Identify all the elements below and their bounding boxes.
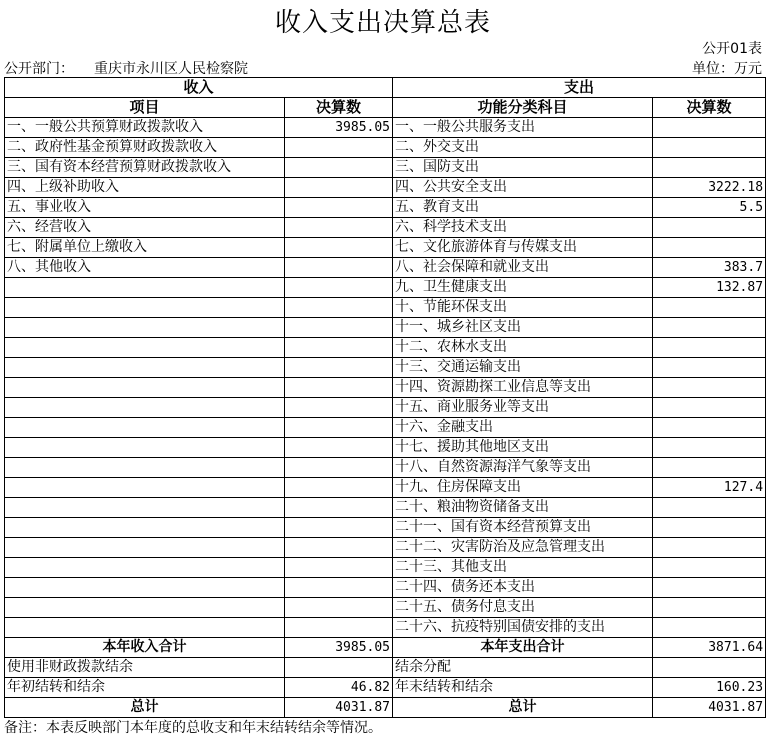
income-item: 二、政府性基金预算财政拨款收入 [5,138,285,158]
expense-item: 二十三、其他支出 [393,558,653,578]
income-header: 收入 [5,78,393,98]
income-item [5,358,285,378]
expense-value [653,418,766,438]
item-header: 项目 [5,98,285,118]
table-row [5,538,766,558]
income-value [285,278,393,298]
income-value [285,438,393,458]
expense-item: 二十一、国有资本经营预算支出 [393,518,653,538]
table-row [5,498,766,518]
table-row [5,338,766,358]
end-value: 160.23 [653,678,766,698]
income-item [5,578,285,598]
income-value [285,258,393,278]
expense-item: 十九、住房保障支出 [393,478,653,498]
income-value [285,538,393,558]
income-value [285,198,393,218]
table-row [5,278,766,298]
income-value [285,158,393,178]
income-item [5,398,285,418]
income-value [285,598,393,618]
expense-item: 五、教育支出 [393,198,653,218]
func-header: 功能分类科目 [393,98,653,118]
income-value [285,458,393,478]
income-item [5,518,285,538]
income-value [285,358,393,378]
department-name: 重庆市永川区人民检察院 [94,61,248,77]
expense-value [653,498,766,518]
table-row [5,598,766,618]
surplus-dist-label: 结余分配 [393,658,653,678]
total-expense-label: 总计 [393,698,653,718]
income-item [5,478,285,498]
expense-value [653,618,766,638]
income-item [5,538,285,558]
year-expense-value: 3871.64 [653,638,766,658]
department-label: 公开部门： [4,61,74,77]
income-item [5,338,285,358]
expense-value [653,518,766,538]
income-value [285,478,393,498]
expense-value [653,298,766,318]
expense-value: 132.87 [653,278,766,298]
income-item [5,438,285,458]
amount-header-2: 决算数 [653,98,766,118]
nonfiscal-value [285,658,393,678]
expense-value [653,398,766,418]
surplus-dist-value [653,658,766,678]
expense-value [653,318,766,338]
expense-item: 九、卫生健康支出 [393,278,653,298]
income-item [5,318,285,338]
column-header-row [5,98,766,118]
table-row [5,398,766,418]
total-income-label: 总计 [5,698,285,718]
carryover-row [5,678,766,698]
income-item: 七、附属单位上缴收入 [5,238,285,258]
income-value [285,178,393,198]
expense-value [653,138,766,158]
table-row [5,298,766,318]
footnote: 备注：本表反映部门本年度的总收支和年末结转结余等情况。 [4,720,382,736]
year-total-row [5,638,766,658]
expense-value: 3222.18 [653,178,766,198]
nonfiscal-row [5,658,766,678]
table-row [5,178,766,198]
amount-header: 决算数 [285,98,393,118]
income-item [5,458,285,478]
expense-value [653,358,766,378]
budget-table [4,77,766,718]
expense-item: 二十六、抗疫特别国债安排的支出 [393,618,653,638]
income-item: 一、一般公共预算财政拨款收入 [5,118,285,138]
table-row [5,418,766,438]
expense-item: 七、文化旅游体育与传媒支出 [393,238,653,258]
expense-value: 383.7 [653,258,766,278]
expense-item: 十七、援助其他地区支出 [393,438,653,458]
table-row [5,318,766,338]
grand-total-row [5,698,766,718]
income-item [5,298,285,318]
income-value [285,618,393,638]
section-header-row [5,78,766,98]
expense-item: 二十二、灾害防治及应急管理支出 [393,538,653,558]
income-value [285,518,393,538]
expense-item: 十八、自然资源海洋气象等支出 [393,458,653,478]
income-value [285,338,393,358]
income-item: 八、其他收入 [5,258,285,278]
expense-header: 支出 [393,78,766,98]
income-value [285,578,393,598]
department-line [4,58,248,78]
table-row [5,358,766,378]
expense-value [653,438,766,458]
table-row [5,558,766,578]
table-row [5,458,766,478]
expense-value [653,578,766,598]
income-item: 四、上级补助收入 [5,178,285,198]
income-item: 三、国有资本经营预算财政拨款收入 [5,158,285,178]
income-item [5,558,285,578]
table-row [5,518,766,538]
income-value [285,138,393,158]
expense-value [653,218,766,238]
table-row [5,378,766,398]
expense-item: 二十五、债务付息支出 [393,598,653,618]
expense-item: 四、公共安全支出 [393,178,653,198]
expense-value: 127.4 [653,478,766,498]
income-value [285,318,393,338]
expense-item: 二、外交支出 [393,138,653,158]
expense-item: 一、一般公共服务支出 [393,118,653,138]
expense-item: 十一、城乡社区支出 [393,318,653,338]
income-item [5,418,285,438]
expense-value [653,338,766,358]
expense-value [653,158,766,178]
income-value [285,398,393,418]
year-income-label: 本年收入合计 [5,638,285,658]
year-expense-label: 本年支出合计 [393,638,653,658]
unit-label: 单位：万元 [692,61,762,77]
nonfiscal-label: 使用非财政拨款结余 [5,658,285,678]
expense-item: 十五、商业服务业等支出 [393,398,653,418]
end-label: 年末结转和结余 [393,678,653,698]
page-title: 收入支出决算总表 [274,8,491,38]
table-row [5,438,766,458]
expense-item: 十、节能环保支出 [393,298,653,318]
income-value [285,558,393,578]
income-value [285,418,393,438]
table-row [5,258,766,278]
expense-value [653,378,766,398]
expense-item: 十三、交通运输支出 [393,358,653,378]
table-row [5,238,766,258]
income-item: 五、事业收入 [5,198,285,218]
income-value [285,238,393,258]
income-value [285,498,393,518]
table-row [5,138,766,158]
income-value: 3985.05 [285,118,393,138]
table-row [5,198,766,218]
expense-item: 三、国防支出 [393,158,653,178]
total-income-value: 4031.87 [285,698,393,718]
year-income-value: 3985.05 [285,638,393,658]
expense-item: 十四、资源勘探工业信息等支出 [393,378,653,398]
income-item: 六、经营收入 [5,218,285,238]
expense-item: 二十四、债务还本支出 [393,578,653,598]
expense-value [653,238,766,258]
expense-item: 十二、农林水支出 [393,338,653,358]
expense-item: 六、科学技术支出 [393,218,653,238]
income-item [5,618,285,638]
expense-item: 二十、粮油物资储备支出 [393,498,653,518]
income-item [5,378,285,398]
begin-label: 年初结转和结余 [5,678,285,698]
table-row [5,158,766,178]
expense-item: 八、社会保障和就业支出 [393,258,653,278]
income-value [285,378,393,398]
expense-value [653,118,766,138]
expense-value [653,538,766,558]
income-value [285,218,393,238]
table-row [5,578,766,598]
income-item [5,278,285,298]
table-row [5,118,766,138]
expense-item: 十六、金融支出 [393,418,653,438]
total-expense-value: 4031.87 [653,698,766,718]
begin-value: 46.82 [285,678,393,698]
form-number: 公开01表 [702,41,762,57]
expense-value: 5.5 [653,198,766,218]
expense-value [653,558,766,578]
income-item [5,598,285,618]
table-row [5,218,766,238]
income-value [285,298,393,318]
expense-value [653,458,766,478]
income-item [5,498,285,518]
table-row [5,478,766,498]
table-row [5,618,766,638]
expense-value [653,598,766,618]
